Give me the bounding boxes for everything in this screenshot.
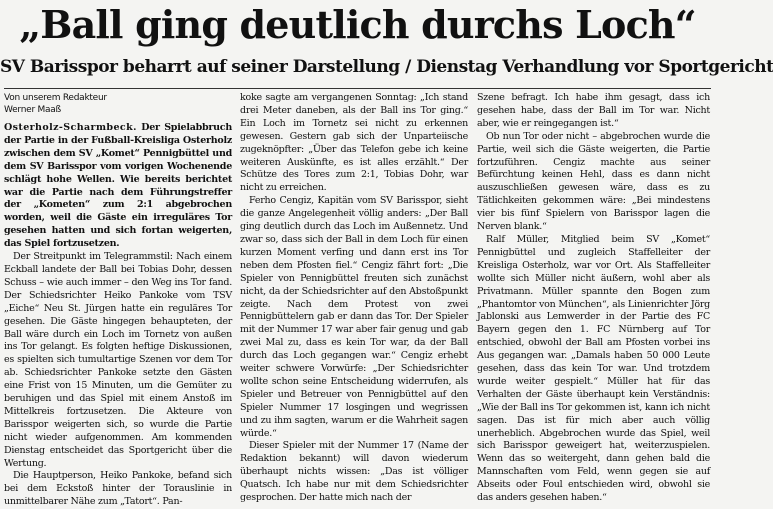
- body-paragraph: Ferho Cengiz, Kapitän vom SV Barisspor, sieht die ganze Angelegenheit völlig anders: „Der Ball ging deutlich durch das Loch im Außennetz. Und zwar so, dass sich der Ball in dem Loch für einen kurzen Moment verfing und dann erst ins Tor neben dem Pfosten fiel.“ Cengiz fährt fort: „Die Spieler von Pennigbüttel freuten sich zunächst nicht, da der Schiedsrichter auf den Abstoßpunkt zeigte. Nach dem Protest von zwei Pennigbüttelern gab er dann das Tor. Der Spieler mit der Nummer 17 war aber fair genug und gab zwei Mal zu, dass es kein Tor war, da der Ball durch das Loch gegangen war.“ Cengiz erhebt weiter schwere Vorwürfe: „Der Schiedsrichter wollte schon seine Entscheidung widerrufen, als Spieler und Betreuer von Pennigbüttel auf den Spieler Nummer 17 losgingen und wegrissen und zu ihm sagten, warum er die Wahrheit sagen würde.“: [240, 195, 468, 439]
- body-paragraph: Die Hauptperson, Heiko Pankoke, befand sich bei dem Eckstoß hinter der Torauslinie in unmittelbarer Nähe zum „Tatort“. Pan-: [4, 470, 232, 508]
- column-2: [240, 92, 468, 504]
- byline-author: Werner Maaß: [4, 105, 61, 115]
- body-paragraph: Ralf Müller, Mitglied beim SV „Komet“ Pennigbüttel und zugleich Staffelleiter der Kreisliga Osterholz, war vor Ort. Als Staffelleiter wollte sich Müller nicht äußern, wohl aber als Privatmann. Müller spannte den Bogen zum „Phantomtor von München“, als Linienrichter Jörg Jablonski aus Lemwerder in der Partie des FC Bayern gegen den 1. FC Nürnberg auf Tor entschied, obwohl der Ball am Pfosten vorbei ins Aus gegangen war. „Damals haben 50 000 Leute gesehen, dass das kein Tor war. Und trotzdem wurde weiter gespielt.“ Müller hat für das Verhalten der Gäste überhaupt kein Verständnis: „Wie der Ball ins Tor gekommen ist, kann ich nicht sagen. Das ist für mich aber auch völlig unerheblich. Abgebrochen wurde das Spiel, weil sich Barisspor geweigert hat, weiterzuspielen. Wenn das so weitergeht, dann gehen bald die Mannschaften vom Feld, wenn gegen sie auf Abseits oder Foul entschieden wird, obwohl sie das anders gesehen haben.“: [477, 233, 710, 504]
- column-1: [4, 92, 232, 508]
- body-paragraph: Ob nun Tor oder nicht – abgebrochen wurde die Partie, weil sich die Gäste weigerten, die Partie fortzuführen. Cengiz machte aus seiner Befürchtung keinen Hehl, dass es dann nicht auszuschließen gewesen wäre, dass es zu Tätlichkeiten gekommen wäre: „Bei mindestens vier bis fünf Spielern von Barisspor lagen die Nerven blank.“: [477, 130, 710, 233]
- body-paragraph: Dieser Spieler mit der Nummer 17 (Name der Redaktion bekannt) will davon wiederum überhaupt nichts wissen: „Das ist völliger Quatsch. Ich habe nur mit dem Schiedsrichter gesprochen. Der hatte mich nach der: [240, 440, 468, 504]
- byline: [4, 92, 232, 122]
- byline-line: Von unserem Redakteur: [4, 93, 107, 103]
- subheadline: SV Barisspor beharrt auf seiner Darstellung / Dienstag Verhandlung vor Sportgericht: [0, 57, 773, 77]
- body-paragraph: koke sagte am vergangenen Sonntag: „Ich stand drei Meter daneben, als der Ball ins Tor ging.“ Ein Loch im Tornetz sei nicht zu erkennen gewesen. Gestern gab sich der Unparteiische zugeknöpfter: „Über das Telefon gebe ich keine weiteren Auskünfte, es ist alles erzählt.“ Der Schütze des Tores zum 2:1, Tobias Dohr, war nicht zu erreichen.: [240, 92, 468, 194]
- divider: [4, 88, 711, 89]
- lead-text: Der Spielabbruch der Partie in der Fußball-Kreisliga Osterholz zwischen dem SV „Komet“ Pennigbüttel und dem SV Barisspor vom vorigen Wochenende schlägt hohe Wellen. Wie bereits berichtet war die Partie nach dem Führungstreffer der „Kometen“ zum 2:1 abgebrochen worden, weil die Gäste ein irreguläres Tor gesehen hatten und sich fortan weigerten, das Spiel fortzusetzen.: [4, 122, 232, 250]
- body-paragraph: Szene befragt. Ich habe ihm gesagt, dass ich gesehen habe, dass der Ball im Tor war. Nicht aber, wie er reingegangen ist.“: [477, 92, 710, 129]
- column-3: [477, 92, 710, 504]
- headline: „Ball ging deutlich durchs Loch“: [19, 2, 696, 47]
- dateline-place: Osterholz-Scharmbeck.: [4, 122, 137, 133]
- lead-paragraph: [4, 122, 232, 251]
- body-paragraph: Der Streitpunkt im Telegrammstil: Nach einem Eckball landete der Ball bei Tobias Dohr, dessen Schuss – wie auch immer – den Weg ins Tor fand. Der Schiedsrichter Heiko Pankoke vom TSV „Eiche“ Neu St. Jürgen hatte ein reguläres Tor gesehen. Die Gäste hingegen behaupteten, der Ball wäre durch ein Loch im Tornetz von außen ins Tor gelangt. Es folgten heftige Diskussionen, es spielten sich tumultartige Szenen vor dem Tor ab. Schiedsrichter Pankoke setzte den Gästen eine Frist von 15 Minuten, um die Gemüter zu beruhigen und das Spiel mit einem Anstoß im Mittelkreis fortzusetzen. Die Akteure von Barisspor weigerten sich, so wurde die Partie nicht wieder aufgenommen. Am kommenden Dienstag entscheidet das Sportgericht über die Wertung.: [4, 251, 232, 469]
